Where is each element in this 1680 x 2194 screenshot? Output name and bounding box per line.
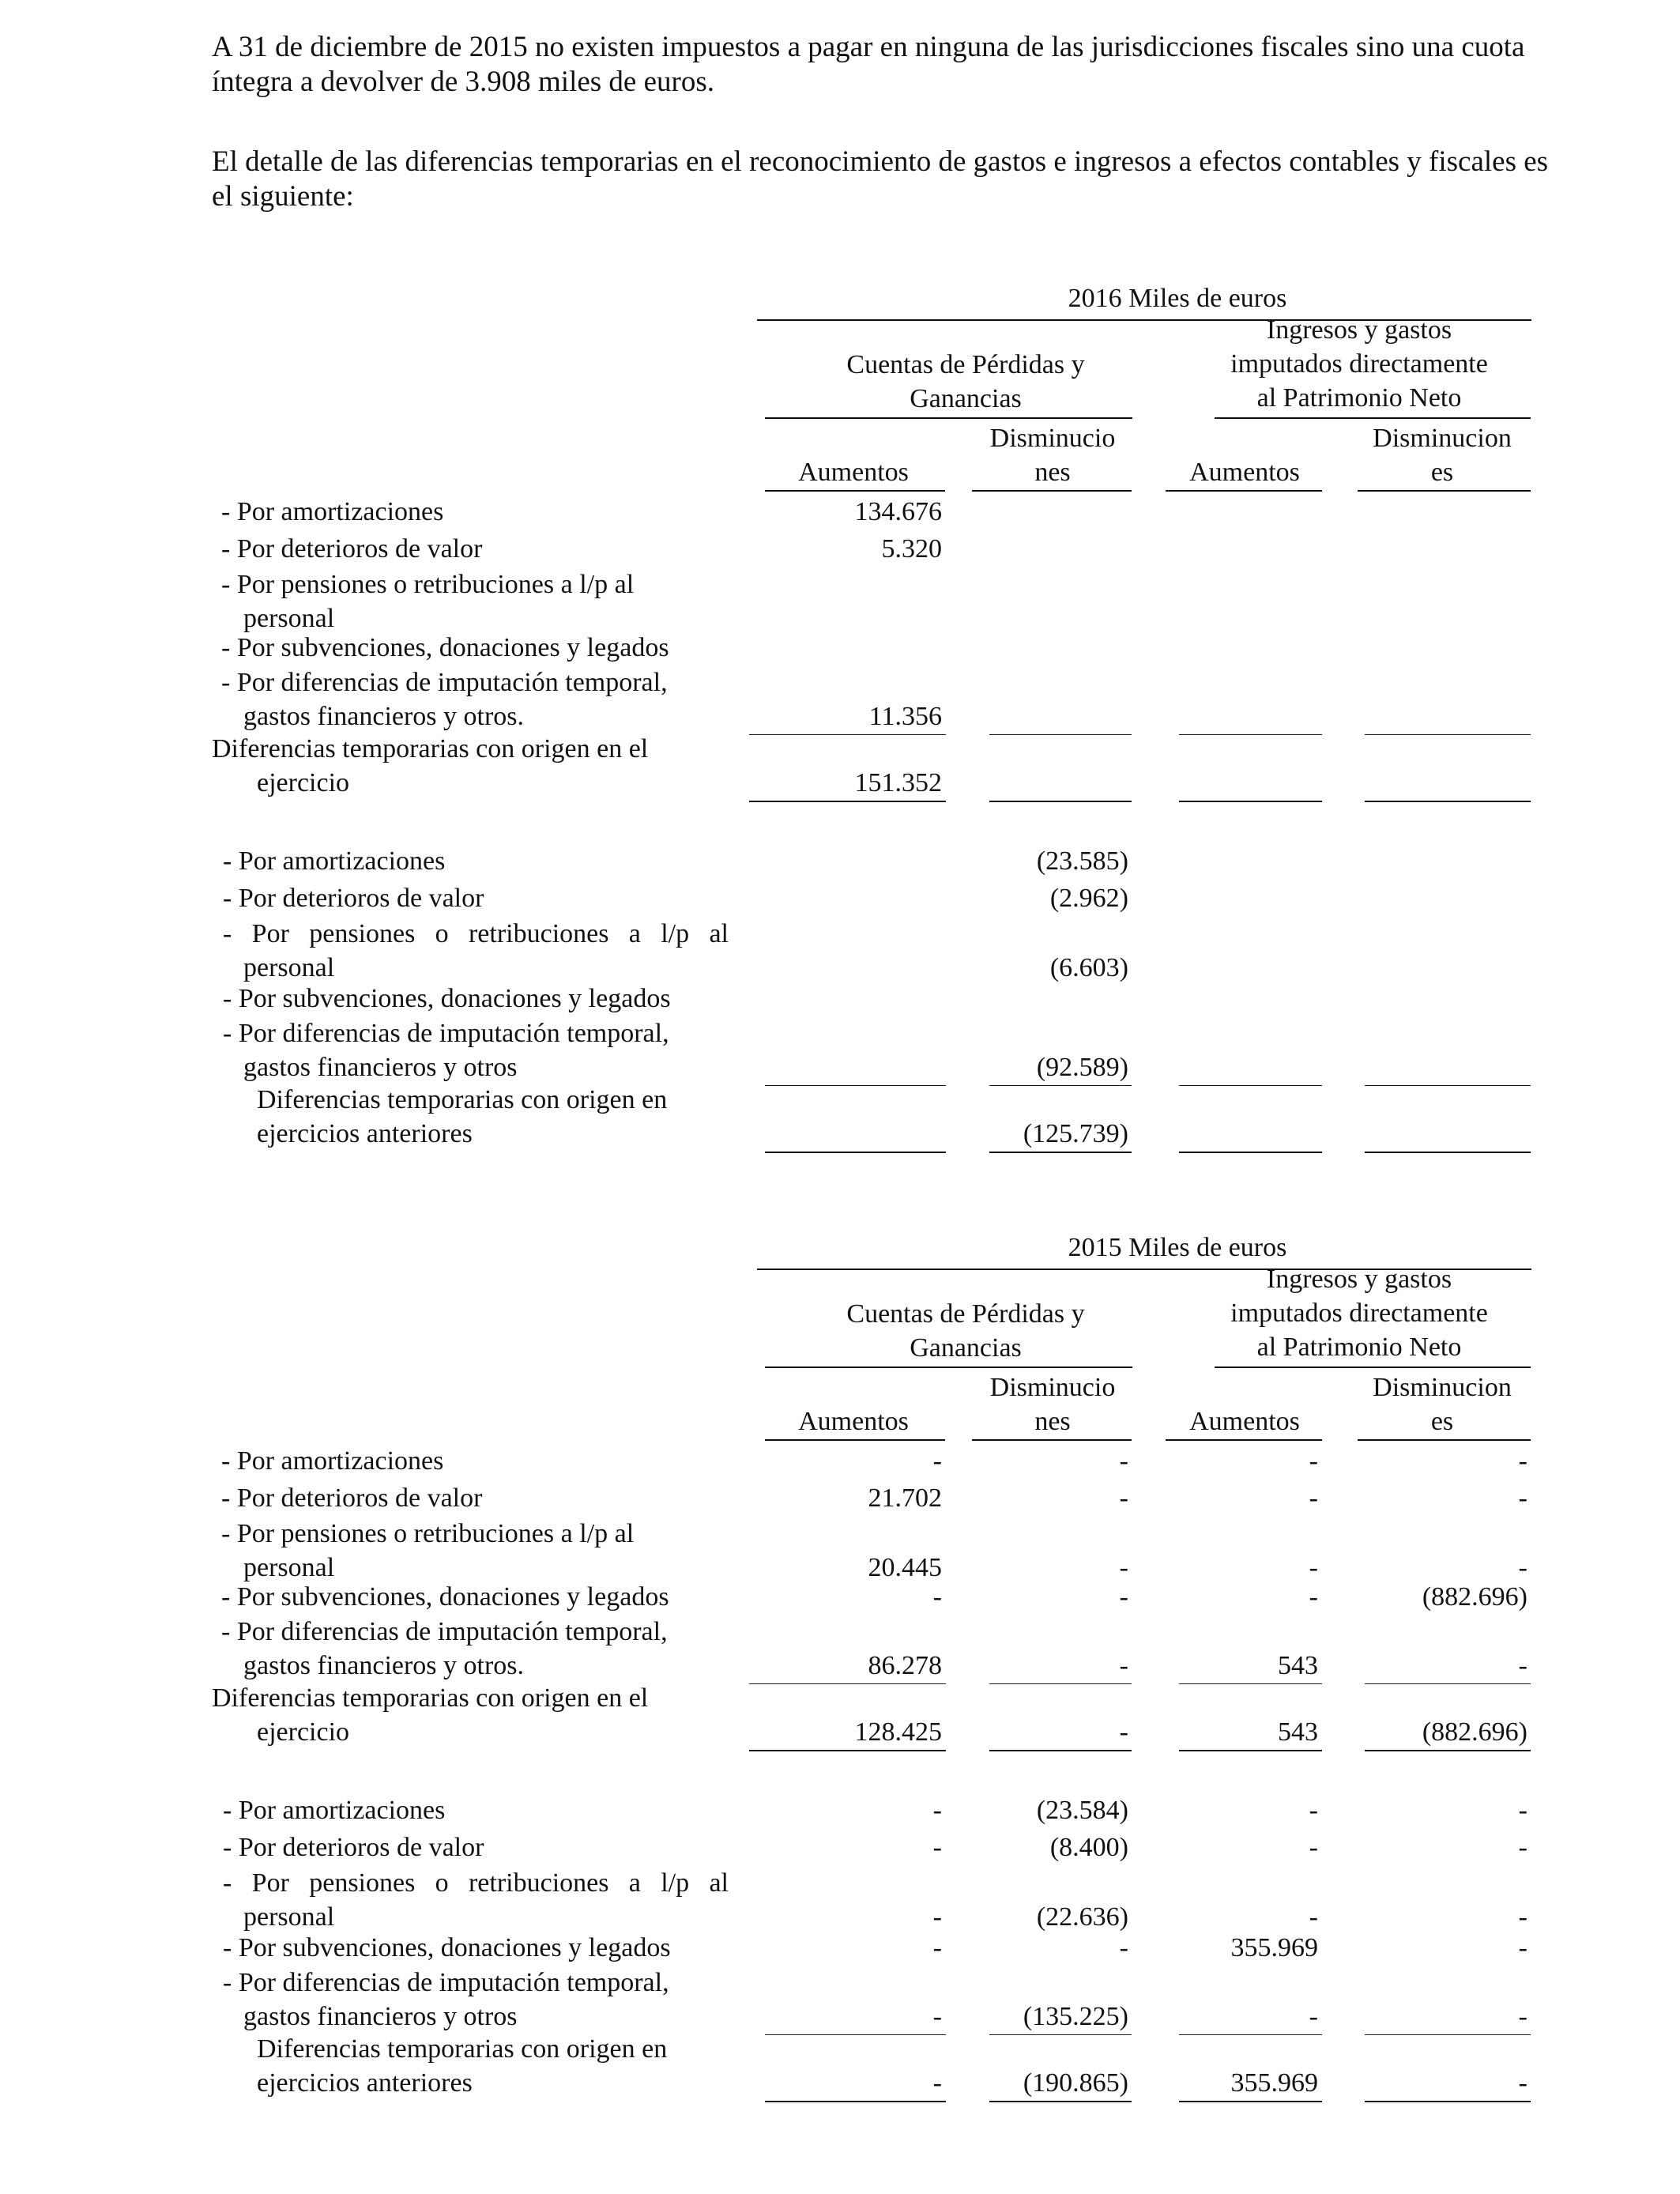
- table-1-row-8-value-0: -: [932, 1902, 942, 1932]
- table-0-rule-subtotal: [1365, 734, 1531, 735]
- table-1-row-8-label: - Por pensiones o retribuciones a l/p al: [223, 1868, 729, 1898]
- table-0-row-1-value-0: 5.320: [881, 534, 942, 564]
- table-1-row-10-label: gastos financieros y otros: [243, 2002, 518, 2031]
- table-1-rule-col-dis2: [1358, 1439, 1531, 1441]
- table-0-group-pn-line: Ingresos y gastos: [1266, 315, 1452, 345]
- table-1-rule-col-aum2: [1166, 1439, 1322, 1441]
- table-1-row-10-value-2: -: [1309, 2002, 1318, 2031]
- table-1-row-2-label: personal: [243, 1553, 335, 1582]
- table-1-row-3-value-1: -: [1119, 1582, 1128, 1612]
- table-1-row-7-value-3: -: [1518, 1833, 1527, 1862]
- table-0-group-pyg-line: Ganancias: [910, 384, 1022, 413]
- table-0-rule-total: [1179, 1152, 1322, 1153]
- table-0-rule-total: [749, 801, 946, 802]
- table-1-col-aumentos: Aumentos: [798, 1407, 909, 1436]
- table-0-row-8-label: - Por pensiones o retribuciones a l/p al: [223, 919, 729, 948]
- table-1-group-pyg-line: Cuentas de Pérdidas y: [846, 1299, 1085, 1329]
- table-1-row-2-value-1: -: [1119, 1553, 1128, 1582]
- table-0-row-5-label: ejercicio: [257, 768, 350, 797]
- table-1-row-1-value-3: -: [1518, 1483, 1527, 1513]
- table-1-row-7-value-0: -: [932, 1833, 942, 1862]
- table-1-row-0-value-2: -: [1309, 1446, 1318, 1476]
- table-1-row-4-label: - Por diferencias de imputación temporal,: [221, 1617, 668, 1646]
- table-0-row-0-value-0: 134.676: [854, 497, 942, 526]
- table-1-col-disminuciones: Disminucio: [989, 1373, 1116, 1402]
- intro-paragraph-2: El detalle de las diferencias temporarias en el reconocimiento de gastos e ingresos a efectos contables y fiscales es el siguiente:: [212, 145, 1549, 213]
- table-0-row-1-label: - Por deterioros de valor: [221, 534, 483, 564]
- intro-paragraph-1: A 31 de diciembre de 2015 no existen impuestos a pagar en ninguna de las jurisdicciones fiscales sino una cuota íntegra a devolver de 3.908 miles de euros.: [212, 31, 1525, 98]
- table-1-row-3-value-0: -: [932, 1582, 942, 1612]
- table-1-row-5-value-1: -: [1119, 1717, 1128, 1747]
- table-1-title: 2015 Miles de euros: [1068, 1233, 1287, 1262]
- table-0-rule-total: [1365, 801, 1531, 802]
- table-0-row-7-value-1: (2.962): [1049, 884, 1128, 913]
- table-1-col-disminuciones: nes: [1034, 1407, 1071, 1436]
- table-0-rule-subtotal: [765, 1085, 946, 1086]
- table-1-row-11-value-2: 355.969: [1230, 2068, 1318, 2098]
- table-1-row-3-label: - Por subvenciones, donaciones y legados: [221, 1582, 669, 1612]
- table-1-row-0-label: - Por amortizaciones: [221, 1446, 444, 1476]
- table-0-row-10-label: gastos financieros y otros: [243, 1053, 518, 1082]
- table-0-rule-col-dis2: [1358, 490, 1531, 492]
- table-1-col-disminuciones-pn: Disminucion: [1373, 1373, 1512, 1402]
- table-1-row-8-label: personal: [243, 1902, 335, 1932]
- table-0-row-11-value-1: (125.739): [1023, 1119, 1128, 1148]
- table-1-row-10-value-0: -: [932, 2002, 942, 2031]
- table-1-row-7-value-2: -: [1309, 1833, 1318, 1862]
- table-0-row-2-label: personal: [243, 604, 335, 633]
- table-0-group-pn-line: al Patrimonio Neto: [1256, 383, 1462, 413]
- table-1-row-9-value-0: -: [932, 1933, 942, 1962]
- table-1-row-6-value-2: -: [1309, 1796, 1318, 1825]
- table-1-row-11-label: ejercicios anteriores: [257, 2068, 473, 2098]
- table-1-rule-total: [749, 1750, 946, 1751]
- table-0-rule-subtotal: [989, 1085, 1132, 1086]
- table-1-rule-subtotal: [989, 1683, 1132, 1684]
- table-1-row-4-value-0: 86.278: [868, 1651, 942, 1680]
- table-1-row-5-value-0: 128.425: [854, 1717, 942, 1747]
- table-0-row-10-label: - Por diferencias de imputación temporal,: [223, 1019, 669, 1048]
- table-0-rule-col-aum2: [1166, 490, 1322, 492]
- table-1-rule-subtotal: [749, 1683, 946, 1684]
- table-1-row-2-label: - Por pensiones o retribuciones a l/p al: [221, 1519, 635, 1548]
- table-0-row-5-label: Diferencias temporarias con origen en el: [212, 734, 649, 763]
- table-1-row-10-label: - Por diferencias de imputación temporal,: [223, 1968, 669, 1997]
- table-0-rule-total: [1365, 1152, 1531, 1153]
- table-1-col-disminuciones-pn: es: [1430, 1407, 1454, 1436]
- table-1-rule-subtotal: [1365, 2034, 1531, 2035]
- table-0-rule-subtotal: [1179, 734, 1322, 735]
- table-0-rule-pyg: [765, 417, 1132, 419]
- table-0-row-11-label: Diferencias temporarias con origen en: [257, 1085, 668, 1114]
- table-1-row-7-label: - Por deterioros de valor: [223, 1833, 484, 1862]
- table-1-group-pn-line: imputados directamente: [1230, 1299, 1488, 1328]
- table-0-row-7-label: - Por deterioros de valor: [223, 884, 484, 913]
- table-1-row-5-label: ejercicio: [257, 1717, 350, 1747]
- table-1-row-8-value-1: (22.636): [1036, 1902, 1128, 1932]
- table-0-rule-col-aum: [765, 490, 945, 492]
- table-1-row-11-value-3: -: [1518, 2068, 1527, 2098]
- table-1-row-7-value-1: (8.400): [1049, 1833, 1128, 1862]
- table-0-row-4-value-0: 11.356: [868, 702, 942, 731]
- table-0-rule-col-dis: [972, 490, 1132, 492]
- table-1-row-2-value-0: 20.445: [868, 1553, 942, 1582]
- table-0-group-pyg-line: Cuentas de Pérdidas y: [846, 350, 1085, 379]
- table-1-col-aumentos-pn: Aumentos: [1189, 1407, 1300, 1436]
- table-0-title: 2016 Miles de euros: [1068, 284, 1287, 313]
- table-1-row-9-value-1: -: [1119, 1933, 1128, 1962]
- table-1-row-6-value-1: (23.584): [1036, 1796, 1128, 1825]
- table-1-row-3-value-3: (882.696): [1422, 1582, 1527, 1612]
- table-1-group-pyg-line: Ganancias: [910, 1333, 1022, 1363]
- table-1-rule-pn: [1215, 1367, 1531, 1368]
- table-1-row-1-value-0: 21.702: [868, 1483, 942, 1513]
- table-0-col-disminuciones-pn: Disminucion: [1373, 424, 1512, 453]
- table-1-rule-subtotal: [765, 2034, 946, 2035]
- table-1-rule-subtotal: [1365, 1683, 1531, 1684]
- table-1-group-pn-line: al Patrimonio Neto: [1256, 1333, 1462, 1362]
- table-0-col-aumentos-pn: Aumentos: [1189, 458, 1300, 487]
- table-1-row-5-label: Diferencias temporarias con origen en el: [212, 1683, 649, 1713]
- table-0-rule-total: [765, 1152, 946, 1153]
- table-0-row-8-value-1: (6.603): [1049, 953, 1128, 982]
- table-1-row-6-label: - Por amortizaciones: [223, 1796, 446, 1825]
- table-1-row-6-value-3: -: [1518, 1796, 1527, 1825]
- table-0-row-10-value-1: (92.589): [1036, 1053, 1128, 1082]
- table-0-col-disminuciones-pn: es: [1430, 458, 1454, 487]
- table-0-rule-subtotal: [1365, 1085, 1531, 1086]
- table-1-row-9-value-2: 355.969: [1230, 1933, 1318, 1962]
- table-1-row-9-value-3: -: [1518, 1933, 1527, 1962]
- table-0-row-0-label: - Por amortizaciones: [221, 497, 444, 526]
- table-0-row-8-label: personal: [243, 953, 335, 982]
- table-1-row-9-label: - Por subvenciones, donaciones y legados: [223, 1933, 671, 1962]
- table-1-rule-col-dis: [972, 1439, 1132, 1441]
- table-1-row-8-value-3: -: [1518, 1902, 1527, 1932]
- table-0-row-9-label: - Por subvenciones, donaciones y legados: [223, 984, 671, 1013]
- table-1-row-5-value-3: (882.696): [1422, 1717, 1527, 1747]
- table-1-row-2-value-2: -: [1309, 1553, 1318, 1582]
- table-1-row-6-value-0: -: [932, 1796, 942, 1825]
- table-1-row-11-label: Diferencias temporarias con origen en: [257, 2034, 668, 2064]
- table-1-row-11-value-1: (190.865): [1023, 2068, 1128, 2098]
- table-1-rule-subtotal: [1179, 2034, 1322, 2035]
- table-1-group-pn-line: Ingresos y gastos: [1266, 1265, 1452, 1294]
- table-1-rule-pyg: [765, 1367, 1132, 1368]
- table-0-row-5-value-0: 151.352: [854, 768, 942, 797]
- table-1-row-0-value-0: -: [932, 1446, 942, 1476]
- table-1-row-5-value-2: 543: [1278, 1717, 1318, 1747]
- table-0-row-11-label: ejercicios anteriores: [257, 1119, 473, 1148]
- table-1-row-10-value-3: -: [1518, 2002, 1527, 2031]
- table-1-rule-total: [1365, 2101, 1531, 2102]
- table-1-row-1-value-1: -: [1119, 1483, 1128, 1513]
- table-1-row-1-label: - Por deterioros de valor: [221, 1483, 483, 1513]
- table-0-rule-subtotal: [989, 734, 1132, 735]
- table-1-rule-total: [1179, 2101, 1322, 2102]
- table-0-row-2-label: - Por pensiones o retribuciones a l/p al: [221, 570, 635, 599]
- table-0-row-4-label: - Por diferencias de imputación temporal,: [221, 668, 668, 697]
- table-0-rule-subtotal: [749, 734, 946, 735]
- table-1-rule-total: [1365, 1750, 1531, 1751]
- table-1-rule-total: [989, 1750, 1132, 1751]
- table-0-row-6-value-1: (23.585): [1036, 846, 1128, 876]
- table-0-group-pn-line: imputados directamente: [1230, 349, 1488, 379]
- table-1-row-4-value-2: 543: [1278, 1651, 1318, 1680]
- table-1-rule-subtotal: [1179, 1683, 1322, 1684]
- table-1-row-4-value-3: -: [1518, 1651, 1527, 1680]
- table-1-rule-col-aum: [765, 1439, 945, 1441]
- table-0-row-3-label: - Por subvenciones, donaciones y legados: [221, 633, 669, 662]
- table-1-row-0-value-1: -: [1119, 1446, 1128, 1476]
- table-1-row-8-value-2: -: [1309, 1902, 1318, 1932]
- table-1-row-1-value-2: -: [1309, 1483, 1318, 1513]
- table-0-col-disminuciones: nes: [1034, 458, 1071, 487]
- table-1-rule-total: [765, 2101, 946, 2102]
- table-0-rule-subtotal: [1179, 1085, 1322, 1086]
- table-1-row-11-value-0: -: [932, 2068, 942, 2098]
- table-1-rule-subtotal: [989, 2034, 1132, 2035]
- table-1-row-4-label: gastos financieros y otros.: [243, 1651, 525, 1680]
- table-0-col-disminuciones: Disminucio: [989, 424, 1116, 453]
- table-1-rule-total: [1179, 1750, 1322, 1751]
- table-0-row-4-label: gastos financieros y otros.: [243, 702, 525, 731]
- table-0-rule-pn: [1215, 417, 1531, 419]
- table-0-rule-total: [1179, 801, 1322, 802]
- table-0-rule-total: [989, 801, 1132, 802]
- table-1-row-2-value-3: -: [1518, 1553, 1527, 1582]
- table-0-col-aumentos: Aumentos: [798, 458, 909, 487]
- table-1-row-3-value-2: -: [1309, 1582, 1318, 1612]
- table-1-row-0-value-3: -: [1518, 1446, 1527, 1476]
- table-1-rule-total: [989, 2101, 1132, 2102]
- table-0-rule-total: [989, 1152, 1132, 1153]
- table-0-row-6-label: - Por amortizaciones: [223, 846, 446, 876]
- table-1-row-4-value-1: -: [1119, 1651, 1128, 1680]
- table-1-row-10-value-1: (135.225): [1023, 2002, 1128, 2031]
